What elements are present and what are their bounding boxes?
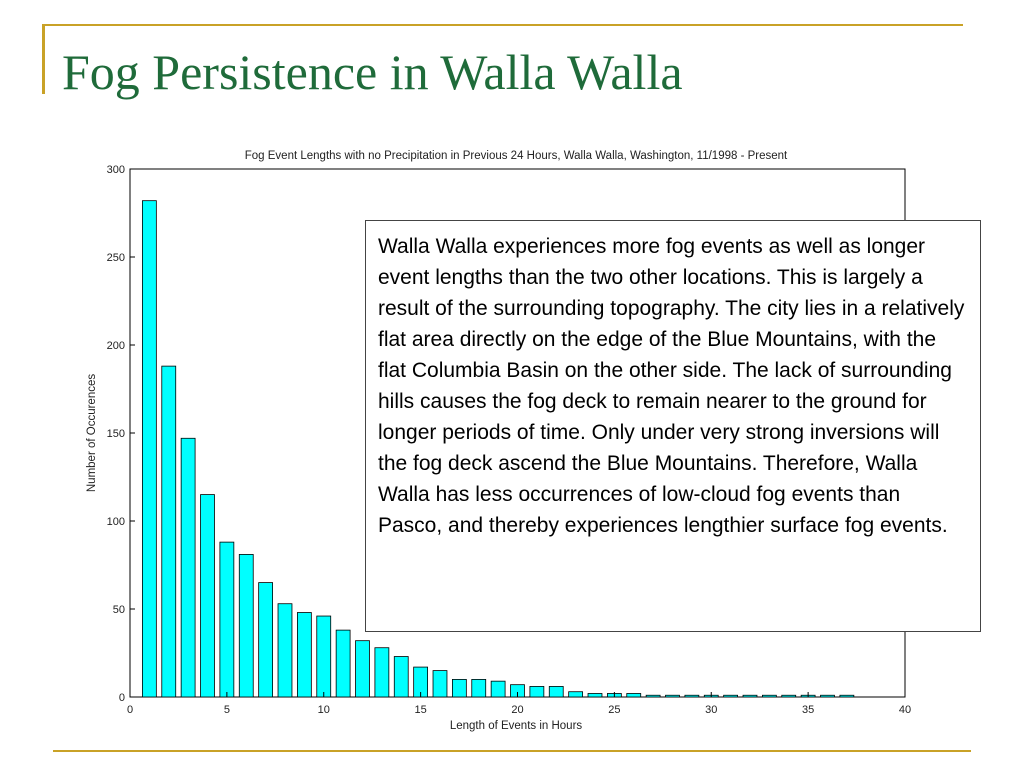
bar-22 (549, 686, 563, 697)
x-tick-label-15: 15 (414, 704, 427, 716)
bar-23 (569, 692, 583, 697)
bar-13 (375, 648, 389, 697)
bar-3 (181, 438, 195, 697)
bar-14 (394, 657, 408, 697)
bar-11 (336, 630, 350, 697)
bar-34 (782, 695, 796, 697)
bar-28 (666, 695, 680, 697)
bar-18 (472, 679, 486, 697)
bar-9 (297, 613, 311, 697)
x-axis-label: Length of Events in Hours (449, 720, 583, 732)
bar-33 (762, 695, 776, 697)
slide-title: Fog Persistence in Walla Walla (62, 44, 683, 100)
bar-37 (840, 695, 854, 697)
x-tick-label-25: 25 (608, 704, 621, 716)
y-tick-label-0: 0 (118, 692, 125, 704)
explanation-text: Walla Walla experiences more fog events as well as longer event lengths than the two other locations. This is largely a result of the surrounding topography. The city lies in a relatively flat area directly on the edge of the Blue Mountains, with the flat Columbia Basin on the other side. The lack of surrounding hills causes the fog deck to remain nearer to the ground for longer periods of time. Only under very strong inversions will the fog deck ascend the Blue Mountains. Therefore, Walla Walla has less occurrences of low-cloud fog events than Pasco, and thereby experiences lengthier surface fog events. (378, 235, 965, 537)
bar-26 (627, 693, 641, 697)
y-tick-label-250: 250 (106, 252, 125, 264)
bar-29 (685, 695, 699, 697)
x-tick-label-30: 30 (705, 704, 718, 716)
bar-27 (646, 695, 660, 697)
bar-12 (356, 641, 370, 697)
bar-10 (317, 616, 331, 697)
x-tick-label-35: 35 (802, 704, 815, 716)
bar-8 (278, 604, 292, 697)
y-axis-label: Number of Occurences (86, 373, 98, 493)
y-tick-label-200: 200 (106, 340, 125, 352)
x-tick-label-20: 20 (511, 704, 524, 716)
bar-7 (259, 583, 273, 697)
bar-32 (743, 695, 757, 697)
x-tick-label-40: 40 (898, 704, 912, 716)
x-tick-label-0: 0 (126, 704, 134, 716)
y-tick-label-50: 50 (112, 604, 125, 616)
bar-1 (142, 201, 156, 697)
y-tick-label-150: 150 (106, 428, 125, 440)
bar-19 (491, 681, 505, 697)
x-tick-label-10: 10 (317, 704, 330, 716)
bar-17 (452, 679, 466, 697)
bar-36 (821, 695, 835, 697)
bar-4 (201, 495, 215, 697)
x-tick-label-5: 5 (223, 704, 230, 716)
bar-5 (220, 542, 234, 697)
chart-title: Fog Event Lengths with no Precipitation in Previous 24 Hours, Walla Walla, Washington, 11/1998 - Present (244, 150, 788, 162)
explanation-textbox (365, 220, 981, 632)
bar-24 (588, 693, 602, 697)
bar-2 (162, 366, 176, 697)
y-tick-label-300: 300 (106, 164, 125, 176)
bar-6 (239, 554, 253, 697)
bar-16 (433, 671, 447, 697)
bar-21 (530, 686, 544, 697)
bar-31 (724, 695, 738, 697)
y-tick-label-100: 100 (106, 516, 125, 528)
